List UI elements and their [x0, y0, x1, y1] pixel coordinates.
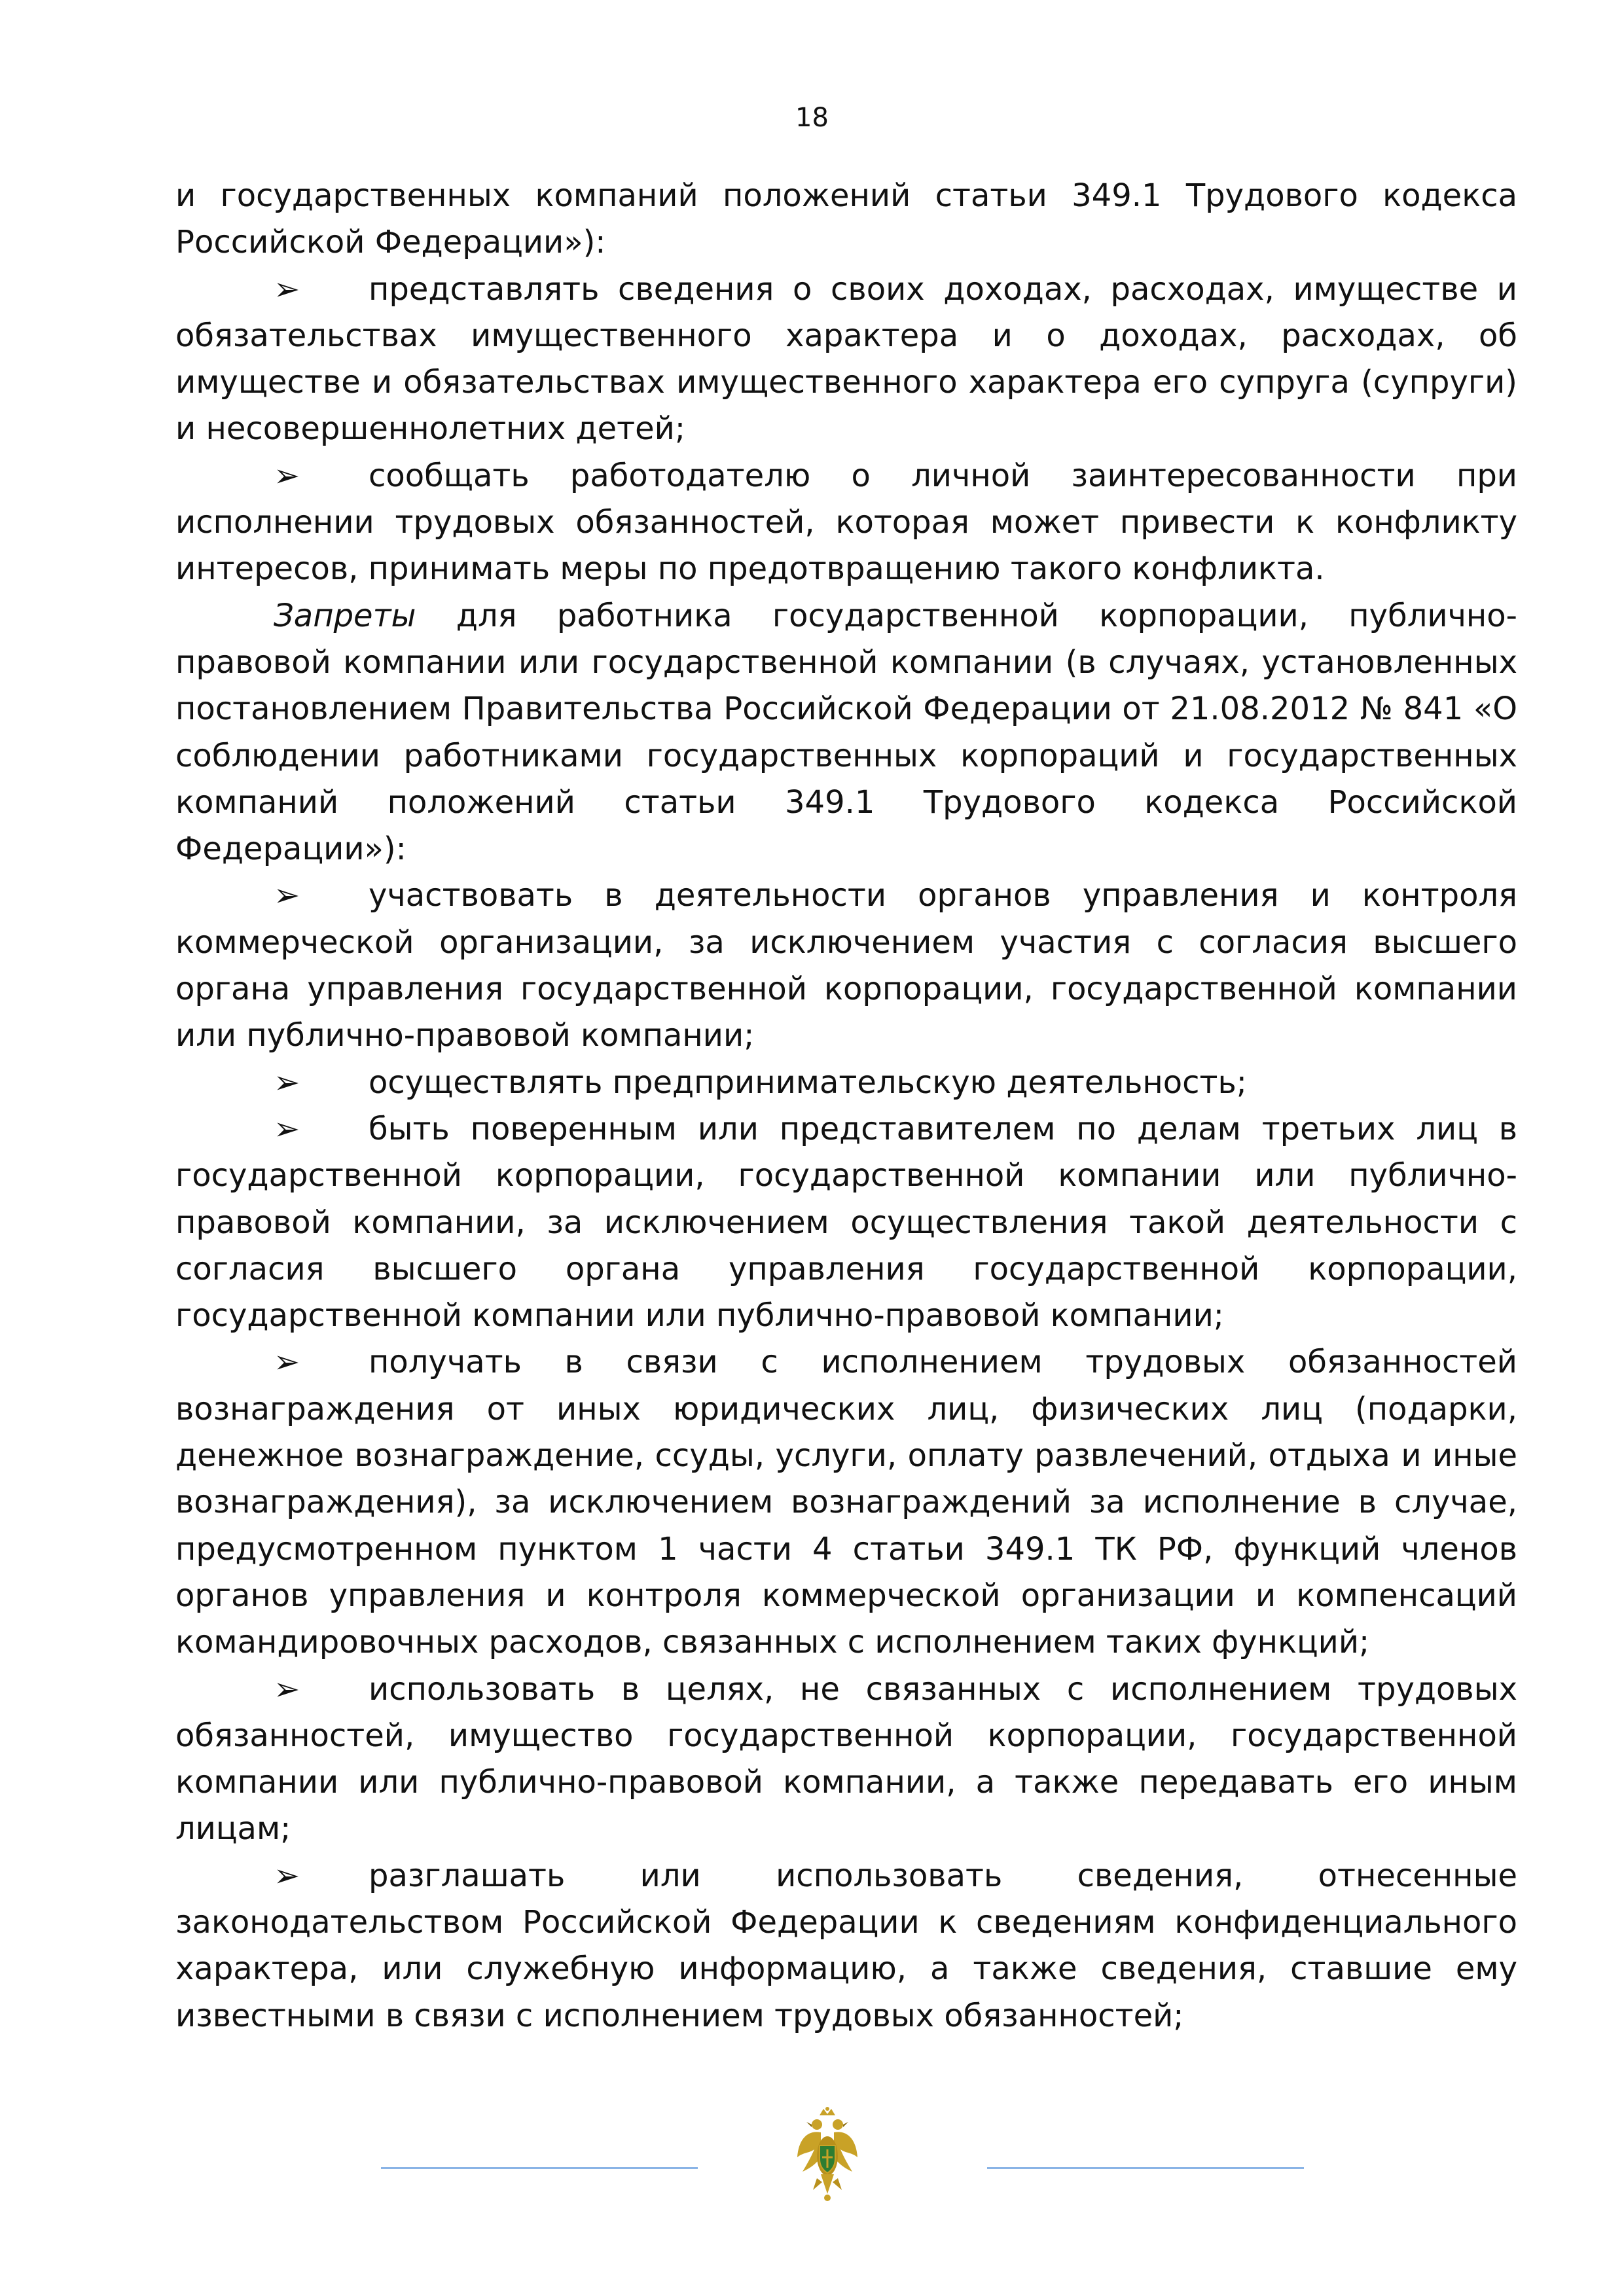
page-number: 18: [795, 103, 829, 133]
list-item: [175, 1060, 1517, 1106]
paragraph-text: и государственных компаний положений статьи 349.1 Трудового кодекса Российской Федерации»):: [175, 177, 1517, 261]
arrow-bullet-icon: ➢: [274, 1064, 300, 1101]
list-item-text: использовать в целях, не связанных с исполнением трудовых обязанностей, имущество государственной корпорации, государственной компании или публично-правовой компании, а также передавать его иным лицам;: [175, 1670, 1517, 1848]
list-item-text: представлять сведения о своих доходах, расходах, имуществе и обязательствах имущественного характера и о доходах, расходах, об имуществе и обязательствах имущественного характера его супруга (супруги) и несовершеннолетних детей;: [175, 270, 1517, 448]
paragraph-text: для работника государственной корпорации, публично-правовой компании или государственной компании (в случаях, установленных постановлением Правительства Российской Федерации от 21.08.2012 № 841 «О соблюдении работниками государственных корпораций и государственных компаний положений статьи 349.1 Трудового кодекса Российской Федерации»):: [175, 597, 1517, 868]
arrow-bullet-icon: ➢: [274, 1110, 300, 1147]
list-item: [175, 1339, 1517, 1666]
list-item: [175, 266, 1517, 453]
list-item: [175, 1666, 1517, 1853]
arrow-bullet-icon: ➢: [274, 1857, 300, 1894]
prohibitions-intro: [175, 593, 1517, 873]
arrow-bullet-icon: ➢: [274, 270, 300, 308]
arrow-bullet-icon: ➢: [274, 1670, 300, 1708]
paragraph-continuation: [175, 173, 1517, 266]
list-item-text: разглашать или использовать сведения, отнесенные законодательством Российской Федерации к сведениям конфиденциального характера, или служебную информацию, а также сведения, ставшие ему известными в связи с исполнением трудовых обязанностей;: [175, 1857, 1517, 2034]
list-item-text: сообщать работодателю о личной заинтересованности при исполнении трудовых обязанностей, которая может привести к конфликту интересов, принимать меры по предотвращению такого конфликта.: [175, 457, 1517, 588]
list-item: [175, 1853, 1517, 2039]
arrow-bullet-icon: ➢: [274, 1344, 300, 1381]
footer-divider-left: [381, 2167, 698, 2169]
list-item-text: получать в связи с исполнением трудовых обязанностей вознаграждения от иных юридических лиц, физических лиц (подарки, денежное вознаграждение, ссуды, услуги, оплату развлечений, отдыха и иные вознаграждения), за исключением вознаграждений за исполнение в случае, предусмотренном пунктом 1 части 4 статьи 349.1 ТК РФ, функций членов органов управления и контроля коммерческой организации и компенсаций командировочных расходов, связанных с исполнением таких функций;: [175, 1344, 1517, 1661]
arrow-bullet-icon: ➢: [274, 877, 300, 914]
list-item-text: осуществлять предпринимательскую деятельность;: [369, 1064, 1247, 1101]
list-item-text: участвовать в деятельности органов управления и контроля коммерческой организации, за исключением участия с согласия высшего органа управления государственной корпорации, государственной компании или публично-правовой компании;: [175, 877, 1517, 1054]
list-item: [175, 453, 1517, 593]
list-item: [175, 872, 1517, 1059]
arrow-bullet-icon: ➢: [274, 457, 300, 494]
prohibitions-lead: Запреты: [274, 597, 416, 634]
double-headed-eagle-emblem-icon: [795, 2106, 860, 2204]
list-item: [175, 1106, 1517, 1339]
document-body: [175, 173, 1517, 2039]
footer-divider-right: [987, 2167, 1304, 2169]
list-item-text: быть поверенным или представителем по делам третьих лиц в государственной корпорации, государственной компании или публично-правовой компании, за исключением осуществления такой деятельности с согласия высшего органа управления государственной корпорации, государственной компании или публично-правовой компании;: [175, 1110, 1517, 1335]
